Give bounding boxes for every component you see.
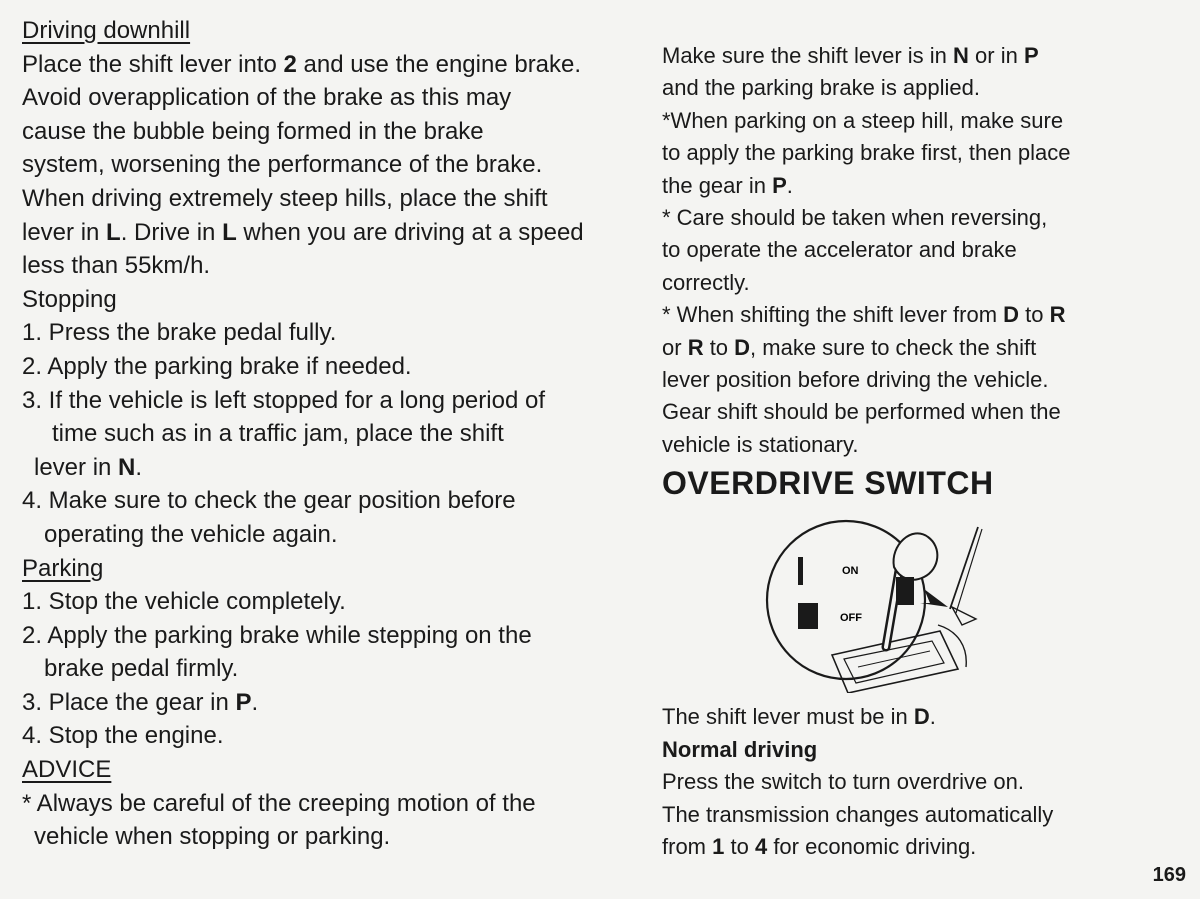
list-item-continuation: lever in N. (34, 453, 143, 481)
paragraph-line: cause the bubble being formed in the brake (22, 117, 484, 145)
paragraph-line: Place the shift lever into 2 and use the engine brake. (22, 50, 582, 78)
leader-line (950, 527, 978, 609)
paragraph-line: Press the switch to turn overdrive on. (662, 769, 1024, 795)
paragraph-line: lever in L. Drive in L when you are driving at a speed (22, 218, 584, 246)
switch-off-icon (798, 603, 818, 629)
paragraph-line: lever position before driving the vehicle. (662, 367, 1049, 393)
list-item: 4. Make sure to check the gear position before (22, 487, 516, 515)
heading-advice: ADVICE (22, 756, 112, 784)
list-item: 3. If the vehicle is left stopped for a long period of (22, 386, 545, 414)
shift-lever-illustration (762, 507, 1082, 693)
overdrive-switch-heading: OVERDRIVE SWITCH (662, 465, 994, 502)
list-item-continuation: time such as in a traffic jam, place the shift (52, 420, 504, 448)
paragraph-line: When driving extremely steep hills, place the shift (22, 184, 548, 212)
list-item: 2. Apply the parking brake while stepping on the (22, 621, 532, 649)
label-off: OFF (840, 612, 862, 625)
overdrive-figure (662, 503, 1162, 693)
paragraph-line: The transmission changes automatically (662, 801, 1054, 827)
list-item: 1. Press the brake pedal fully. (22, 319, 337, 347)
paragraph-line: less than 55km/h. (22, 252, 211, 280)
normal-driving-heading: Normal driving (662, 736, 818, 762)
paragraph-line: the gear in P. (662, 172, 793, 198)
page-number: 169 (1152, 864, 1186, 886)
paragraph-line: *When parking on a steep hill, make sure (662, 107, 1064, 133)
paragraph-line: or R to D, make sure to check the shift (662, 334, 1037, 360)
paragraph-line: to operate the accelerator and brake (662, 237, 1017, 263)
paragraph-line: Avoid overapplication of the brake as this may (22, 84, 512, 112)
paragraph-line: from 1 to 4 for economic driving. (662, 833, 977, 859)
paragraph-line: vehicle is stationary. (662, 431, 859, 457)
paragraph-line: correctly. (662, 269, 750, 295)
right-column (662, 40, 1162, 863)
paragraph-line: The shift lever must be in D. (662, 704, 936, 730)
paragraph-line: and the parking brake is applied. (662, 75, 980, 101)
paragraph-line: Gear shift should be performed when the (662, 399, 1061, 425)
paragraph-line: system, worsening the performance of the brake. (22, 151, 543, 179)
overdrive-button-icon (896, 577, 914, 605)
heading-parking: Parking (22, 554, 104, 582)
paragraph-line: Make sure the shift lever is in N or in P (662, 43, 1039, 68)
label-on: ON (842, 565, 859, 578)
list-item: 4. Stop the engine. (22, 722, 224, 750)
left-column (22, 14, 662, 854)
switch-on-icon (798, 557, 803, 585)
advice-line: vehicle when stopping or parking. (34, 823, 391, 851)
heading-driving-downhill: Driving downhill (22, 17, 191, 44)
list-item-continuation: operating the vehicle again. (44, 520, 338, 548)
list-item: 1. Stop the vehicle completely. (22, 588, 346, 616)
advice-line: * Always be careful of the creeping motion of the (22, 789, 536, 817)
paragraph-line: * When shifting the shift lever from D to R (662, 302, 1066, 328)
paragraph-line: to apply the parking brake first, then place (662, 140, 1071, 166)
paragraph-line: * Care should be taken when reversing, (662, 205, 1048, 231)
heading-stopping: Stopping (22, 285, 117, 313)
list-item-continuation: brake pedal firmly. (44, 655, 239, 683)
list-item: 2. Apply the parking brake if needed. (22, 352, 412, 380)
shift-knob (894, 534, 938, 580)
list-item: 3. Place the gear in P. (22, 688, 259, 716)
